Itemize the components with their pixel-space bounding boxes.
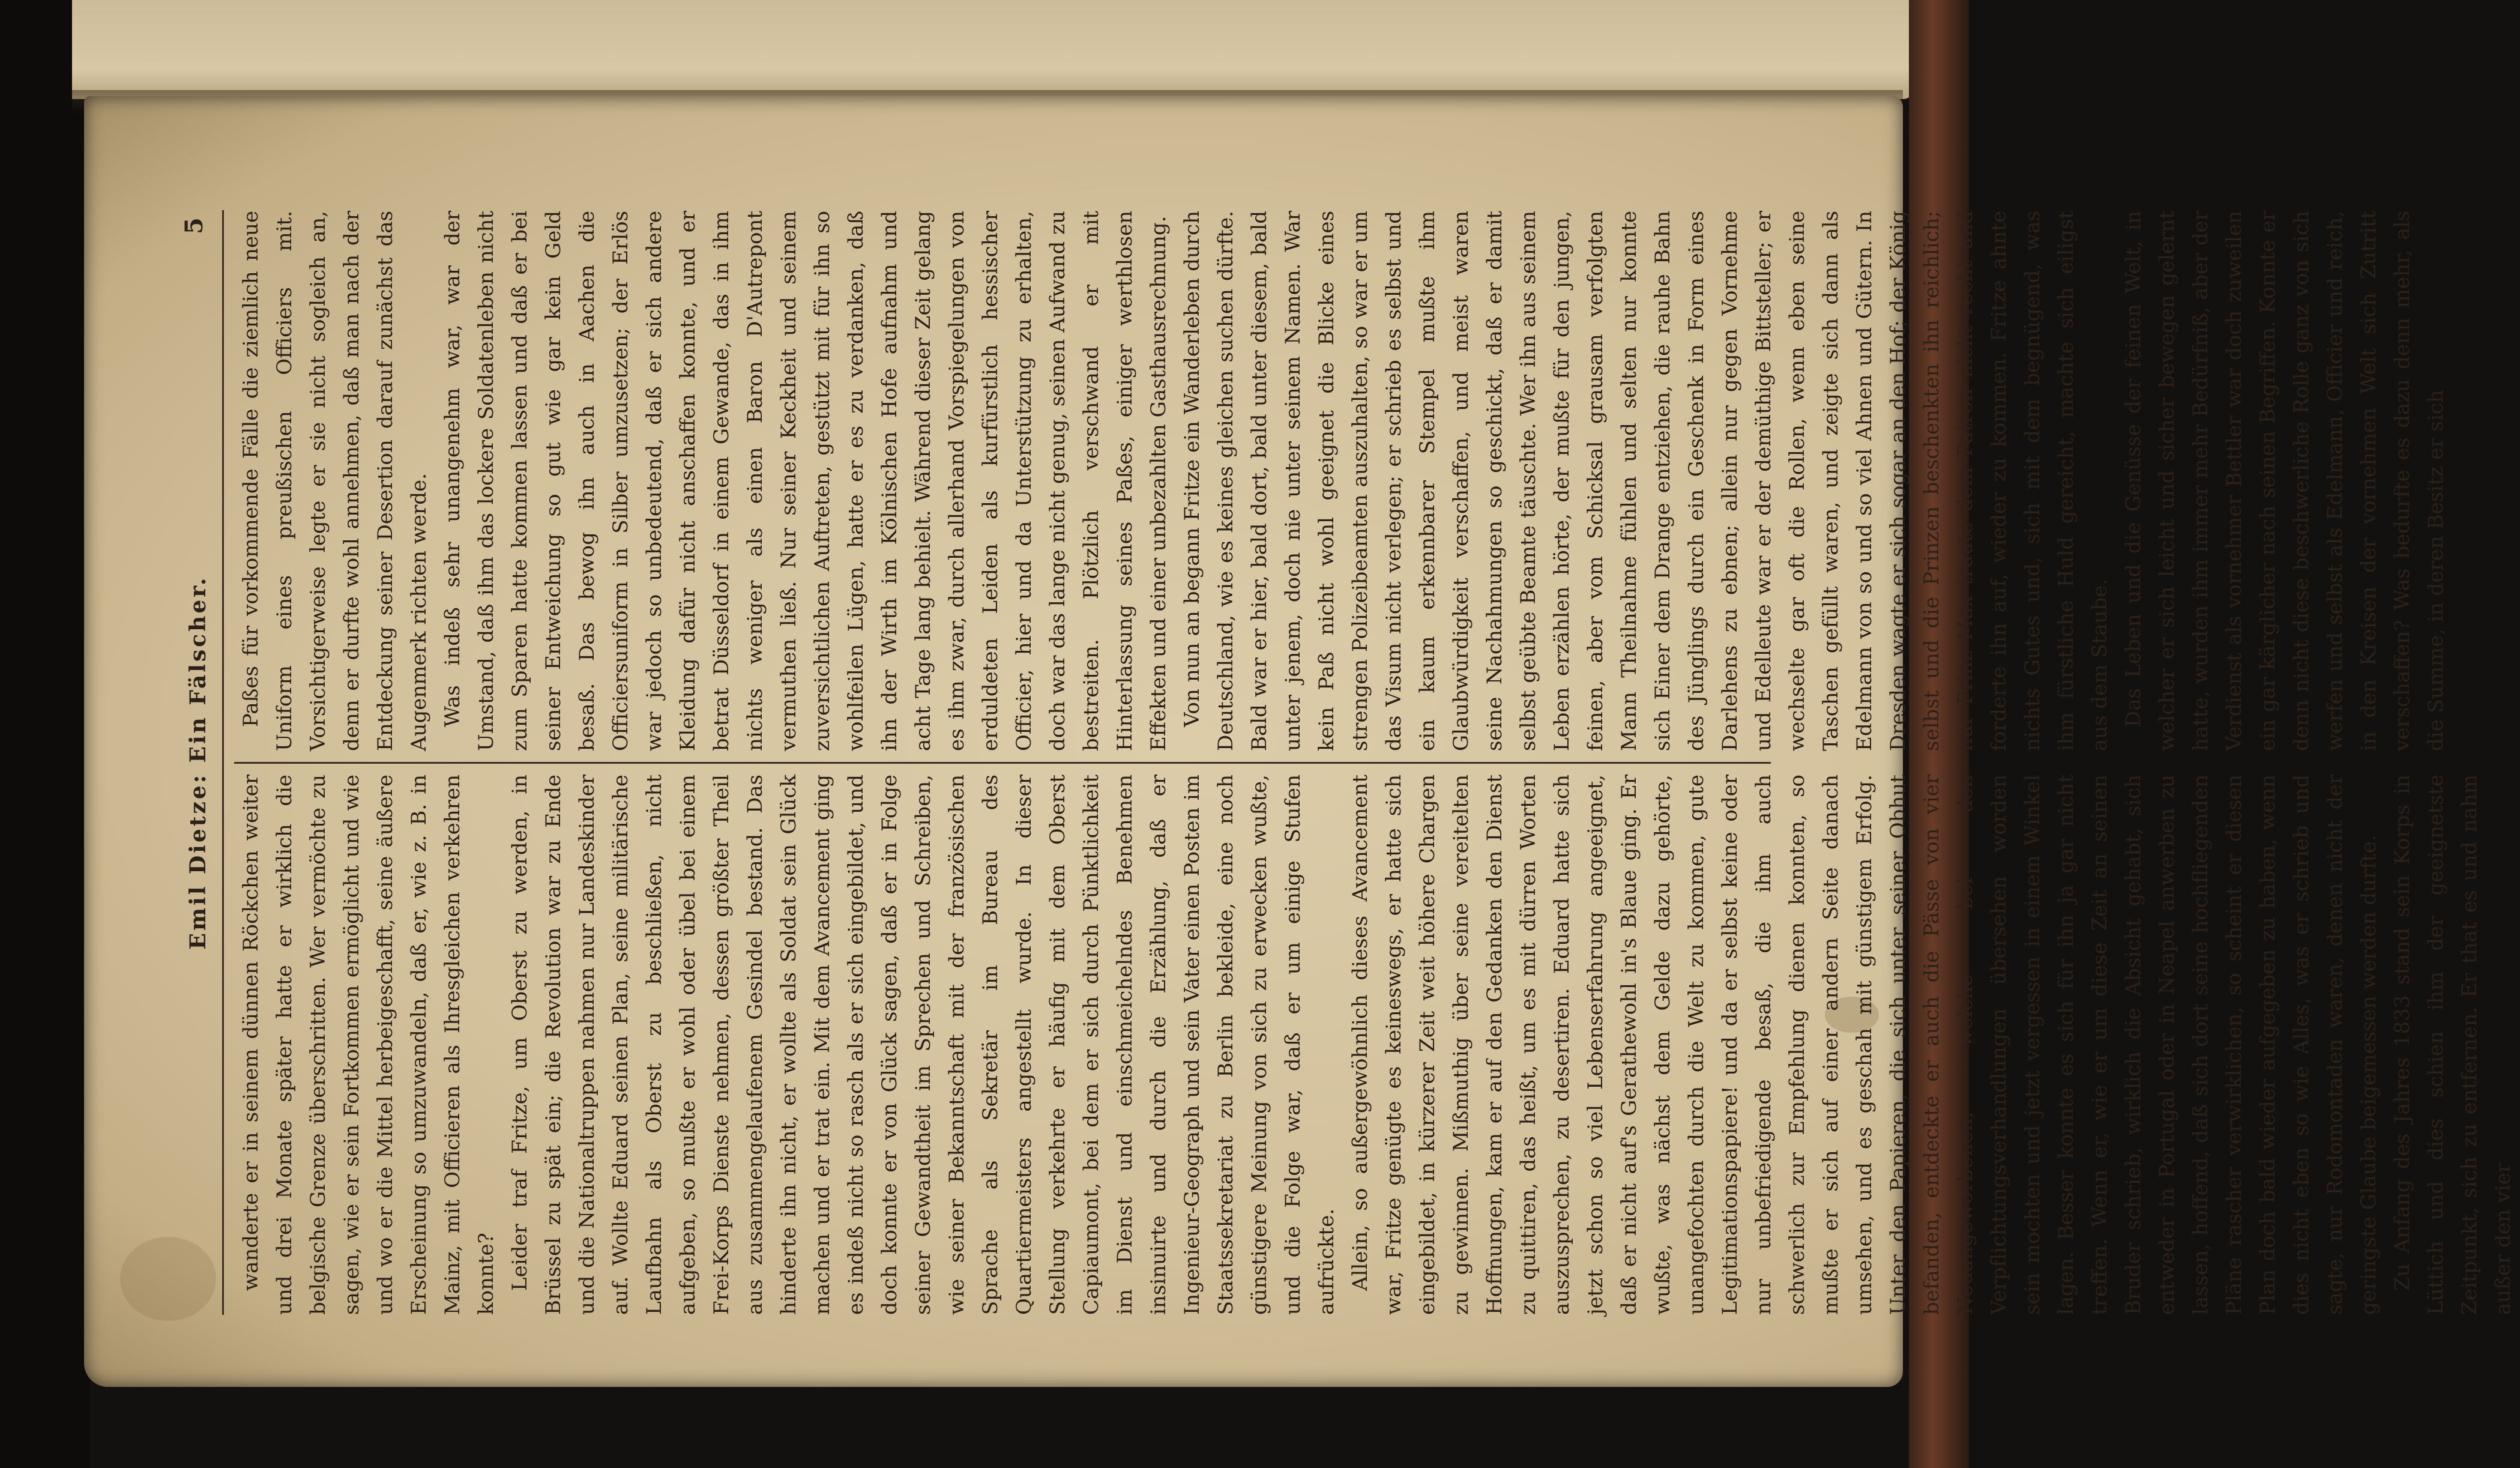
paragraph: wanderte er in seinem dünnen Röckchen weiter und drei Monate später hatte er wirklich die belgische Grenze überschritten. Wer vermöchte zu sagen, wie er sein Fortkommen ermöglicht und wie und wo er die Mittel herbeigeschafft, seine äußere Erscheinung so umzuwandeln, daß er, wie z. B. in Mainz, mit Officieren als Ihresgleichen verkehren konnte? [239, 775, 498, 1315]
paragraph: Allein, so außergewöhnlich dieses Avancement war, Fritze genügte es keineswegs, er hatte sich eingebildet, in kürzerer Zeit weit höhere Chargen zu gewinnen. Mißmuthig über seine vereitelten Hoffnungen, kam er auf den Gedanken den Dienst zu quittiren, das heißt, um es mit dürren Worten auszusprechen, zu desertiren. Eduard hatte sich jetzt schon so viel Lebenserfahrung angeeignet, daß er nicht auf's Gerathewohl in's Blaue ging. Er wußte, was nächst dem Gelde dazu gehörte, unangefochten durch die Welt zu kommen, gute Legitimationspapiere! und da er selbst keine oder nur unbefriedigende besaß, die ihm auch schwerlich zur Empfehlung dienen konnten, so mußte er sich auf einer andern Seite danach umsehen, und es geschah mit günstigem Erfolg. Unter den Papieren, die sich unter seiner Obhut befanden, entdeckte er auch die Pässe von vier Neuangeworbenen, welche bei den Verpflichtungsverhandlungen übersehen worden sein mochten und jetzt vergessen in einem Winkel lagen. Besser konnte es sich für ihn ja gar nicht treffen. Wenn er, wie er um diese Zeit an seinen Bruder schrieb, wirklich die Absicht gehabt, sich entweder in Portugal oder in Neapel anwerben zu lassen, hoffend, daß sich dort seine hochfliegenden Pläne rascher verwirklichen, so scheint er diesen Plan doch bald wieder aufgegeben zu haben, wenn dies nicht eben so wie Alles, was er schrieb und sagte, nur Rodomontaden waren, denen nicht der geringste Glaube beigemessen werden durfte. [1348, 775, 2381, 1315]
previous-page-edge [72, 0, 1915, 99]
running-title: Emil Dietze: Ein Fälscher. [185, 575, 211, 950]
paragraph: Leider traf Fritze, um Oberst zu werden, in Brüssel zu spät ein; die Revolution war zu Ende und die Nationaltruppen nahmen nur Landeskinder auf. Wollte Eduard seinen Plan, seine militärische Laufbahn als Oberst zu beschließen, nicht aufgeben, so mußte er wohl oder übel bei einem Frei-Korps Dienste nehmen, dessen größter Theil aus zusammengelaufenem Gesindel bestand. Das hinderte ihn nicht, er wollte als Soldat sein Glück machen und er trat ein. Mit dem Avancement ging es indeß nicht so rasch als er sich eingebildet, und doch konnte er von Glück sagen, daß er in Folge seiner Gewandtheit im Sprechen und Schreiben, wie seiner Bekanntschaft mit der französischen Sprache als Sekretär im Bureau des Quartiermeisters angestellt wurde. In dieser Stellung verkehrte er häufig mit dem Oberst Capiaumont, bei dem er sich durch Pünktlichkeit im Dienst und einschmeichelndes Benehmen insinuirte und durch die Erzählung, daß er Ingenieur-Geograph und sein Vater einen Posten im Staatssekretariat zu Berlin bekleide, eine noch günstigere Meinung von sich zu erwecken wußte, und die Folge war, daß er um einige Stufen aufrückte. [508, 775, 1339, 1315]
paragraph: Zu Anfang des Jahres 1833 stand sein Korps in Lüttich und dies schien ihm der geeignetste Zeitpunkt, sich zu entfernen. Er that es und nahm außer den vier [2390, 775, 2515, 1315]
paragraph: Paßes für vorkommende Fälle die ziemlich neue Uniform eines preußischen Officiers mit. Vorsichtigerweise legte er sie nicht sogleich an, denn er durfte wohl annehmen, daß man nach der Entdeckung seiner Desertion darauf zunächst das Augenmerk richten werde. [239, 211, 431, 751]
running-head [180, 210, 216, 1315]
page-number: 5 [180, 217, 208, 234]
rotated-page-content [180, 210, 2515, 1315]
text-column-left [234, 775, 2515, 1315]
text-columns [234, 210, 2515, 1315]
dark-background-left [0, 0, 90, 1468]
header-rule [222, 210, 224, 1315]
paragraph: Von nun an begann Fritze ein Wanderleben durch Deutschland, wie es keines gleichen suchen dürfte. Bald war er hier, bald dort, bald unter diesem, bald unter jenem, doch nie unter seinem Namen. War kein Paß nicht wohl geeignet die Blicke eines strengen Polizeibeamten auszuhalten, so war er um das Visum nicht verlegen; er schrieb es selbst und ein kaum erkennbarer Stempel mußte ihm Glaubwürdigkeit verschaffen, und meist waren seine Nachahmungen so geschickt, daß er damit selbst geübte Beamte täuschte. Wer ihn aus seinem Leben erzählen hörte, der mußte für den jungen, feinen, aber vom Schicksal grausam verfolgten Mann Theilnahme fühlen und selten nur konnte sich Einer dem Drange entziehen, die rauhe Bahn des Jünglings durch ein Geschenk in Form eines Darlehens zu ebnen; allein nur gegen Vornehme und Edelleute war er der demüthige Bittsteller; er wechselte gar oft die Rollen, wenn eben seine Taschen gefüllt waren, und zeigte sich dann als Edelmann von so und so viel Ahnen und Gütern. In Dresden wagte er sich sogar an den Hof; der König selbst und die Prinzen beschenkten ihn reichlich; nur Prinz Max traute dem Patron nicht recht und forderte ihn auf, wieder zu kommen. Fritze ahnte nichts Gutes und, sich mit dem begnügend, was ihm fürstliche Huld gereicht, machte sich eiligst aus dem Staube. [1180, 211, 2112, 751]
text-column-right [234, 211, 2448, 751]
column-divider [234, 762, 1771, 764]
paragraph: Was indeß sehr unangenehm war, war der Umstand, daß ihm das lockere Soldatenleben nicht zum Sparen hatte kommen lassen und daß er bei seiner Entweichung so gut wie gar kein Geld besaß. Das bewog ihn auch in Aachen die Officiersuniform in Silber umzusetzen; der Erlös war jedoch so unbedeutend, daß er sich andere Kleidung dafür nicht anschaffen konnte, und er betrat Düsseldorf in einem Gewande, das in ihm nichts weniger als einen Baron D'Autrepont vermuthen ließ. Nur seiner Keckheit und seinem zuversichtlichen Auftreten, gestützt mit für ihn so wohlfeilen Lügen, hatte er es zu verdanken, daß ihn der Wirth im Kölnischen Hofe aufnahm und acht Tage lang behielt. Während dieser Zeit gelang es ihm zwar, durch allerhand Vorspiegelungen von erduldeten Leiden als kurfürstlich hessischer Officier, hier und da Unterstützung zu erhalten, doch war das lange nicht genug, seinen Aufwand zu bestreiten. Plötzlich verschwand er mit Hinterlassung seines Paßes, einiger werthlosen Effekten und einer unbezahlten Gasthausrechnung. [441, 211, 1171, 751]
paragraph: Das Leben und die Genüsse der feinen Welt, in welcher er sich leicht und sicher bewegen gelernt hatte, wurden ihm immer mehr Bedürfniß, aber der Verdienst als vornehmer Bettler war doch zuweilen ein gar kärglicher nach seinen Begriffen. Konnte er denn nicht diese beschwerliche Rolle ganz von sich werfen und selbst als Edelmann, Officier und reich, in den Kreisen der vornehmen Welt sich Zutritt verschaffen? Was bedurfte es dazu denn mehr, als die Summe, in deren Besitz er sich [2121, 211, 2448, 751]
